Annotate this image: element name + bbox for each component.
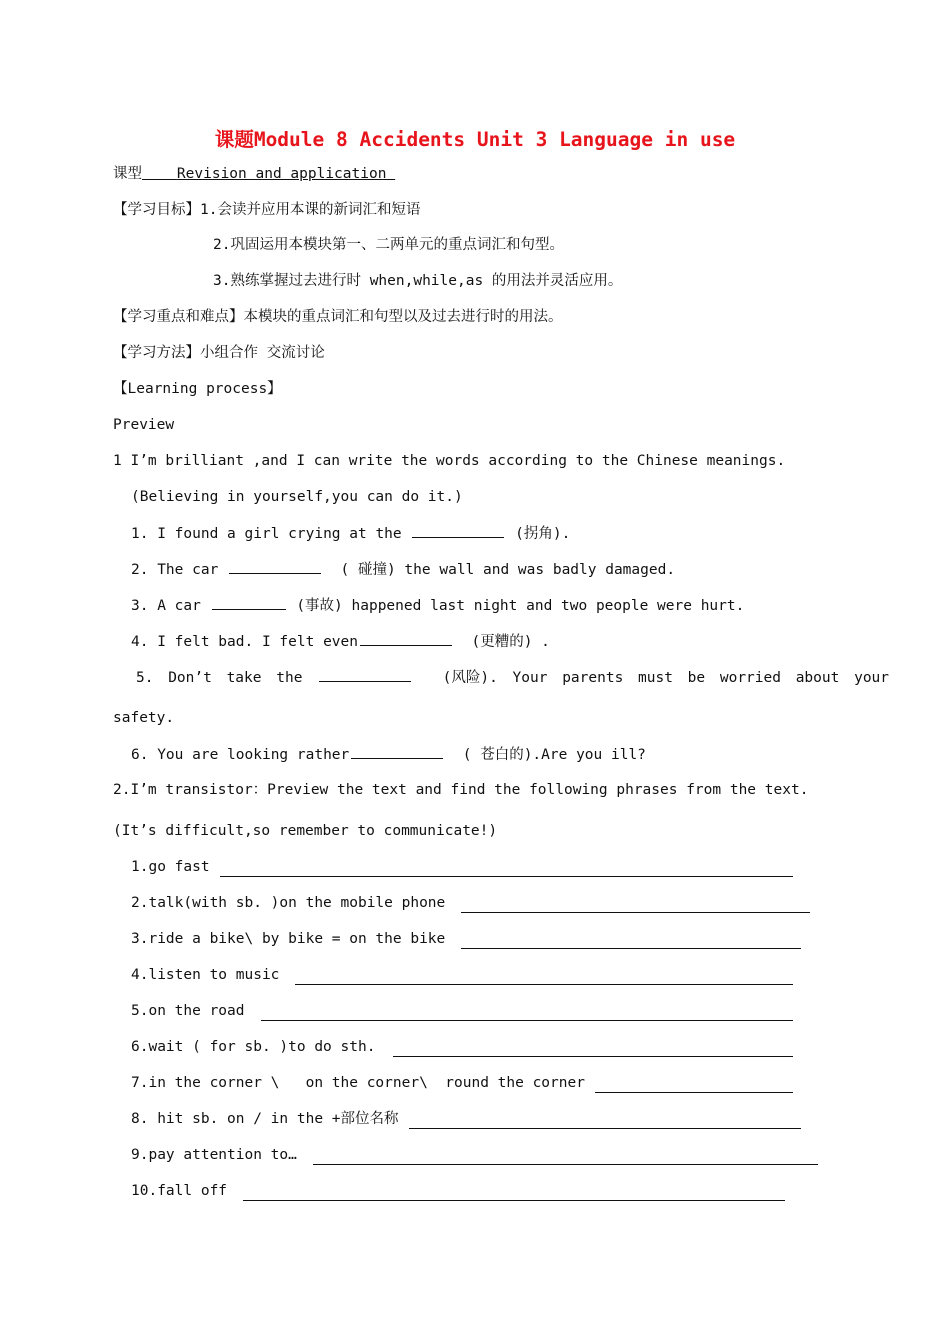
answer-line[interactable]	[313, 1150, 818, 1165]
page-title: 课题Module 8 Accidents Unit 3 Language in use	[214, 128, 736, 151]
section2-motto: (It’s difficult,so remember to communicate!)	[113, 823, 498, 839]
fill-blank-item: 6. You are looking rather ( 苍白的).Are you ill?	[131, 744, 646, 765]
answer-blank[interactable]	[360, 631, 452, 646]
section1-motto: (Believing in yourself,you can do it.)	[131, 489, 463, 505]
answer-line[interactable]	[261, 1006, 794, 1021]
answer-line[interactable]	[595, 1078, 793, 1093]
answer-blank[interactable]	[229, 559, 321, 574]
answer-blank[interactable]	[351, 744, 443, 759]
phrase-item: 5.on the road	[131, 1001, 793, 1021]
method-text: 小组合作 交流讨论	[200, 345, 325, 361]
objective-item: 2.巩固运用本模块第一、二两单元的重点词汇和句型。	[213, 237, 564, 253]
fill-blank-item: 4. I felt bad. I felt even (更糟的) .	[131, 631, 550, 652]
objective-item: 3.熟练掌握过去进行时 when,while,as 的用法并灵活应用。	[213, 273, 623, 289]
course-type-label: 课型	[113, 166, 142, 182]
course-type-value: Revision and application	[176, 166, 396, 182]
key-points-label: 【学习重点和难点】	[113, 309, 244, 325]
phrase-item: 7.in the corner \ on the corner\ round the corner	[131, 1073, 793, 1093]
key-points-line	[113, 307, 563, 327]
answer-blank[interactable]	[212, 595, 286, 610]
fill-blank-continuation: safety.	[113, 710, 175, 726]
phrase-item: 1.go fast	[131, 857, 793, 877]
fill-blank-item: 5. Don’t take the (风险). Your parents must be worried about your	[136, 667, 889, 688]
answer-line[interactable]	[295, 970, 793, 985]
answer-line[interactable]	[461, 898, 810, 913]
section2-heading: 2.I’m transistor：Preview the text and find the following phrases from the text.	[113, 782, 809, 798]
objectives-line	[113, 200, 420, 220]
phrase-item: 6.wait ( for sb. )to do sth.	[131, 1037, 793, 1057]
answer-line[interactable]	[409, 1114, 801, 1129]
method-label: 【学习方法】	[113, 345, 200, 361]
objective-item: 1.会读并应用本课的新词汇和短语	[200, 202, 421, 218]
answer-line[interactable]	[243, 1186, 785, 1201]
section1-heading: 1 I’m brilliant ,and I can write the words according to the Chinese meanings.	[113, 453, 786, 469]
method-line	[113, 343, 325, 363]
answer-blank[interactable]	[412, 523, 504, 538]
phrase-item: 9.pay attention to…	[131, 1145, 818, 1165]
phrase-item: 8. hit sb. on / in the +部位名称	[131, 1109, 801, 1129]
learning-process-heading: 【Learning process】	[113, 381, 282, 397]
fill-blank-item: 2. The car ( 碰撞) the wall and was badly damaged.	[131, 559, 675, 580]
answer-line[interactable]	[393, 1042, 793, 1057]
fill-blank-item: 1. I found a girl crying at the (拐角).	[131, 523, 570, 544]
phrase-item: 2.talk(with sb. )on the mobile phone	[131, 893, 810, 913]
course-type-line	[113, 164, 395, 184]
phrase-item: 10.fall off	[131, 1181, 785, 1201]
key-points-text: 本模块的重点词汇和句型以及过去进行时的用法。	[243, 309, 563, 325]
preview-heading: Preview	[113, 417, 175, 433]
answer-blank[interactable]	[319, 667, 411, 682]
answer-line[interactable]	[461, 934, 801, 949]
phrase-item: 3.ride a bike\ by bike = on the bike	[131, 929, 801, 949]
objectives-label: 【学习目标】	[113, 202, 200, 218]
fill-blank-item: 3. A car (事故) happened last night and two people were hurt.	[131, 595, 744, 616]
phrase-item: 4.listen to music	[131, 965, 793, 985]
answer-line[interactable]	[220, 862, 793, 877]
